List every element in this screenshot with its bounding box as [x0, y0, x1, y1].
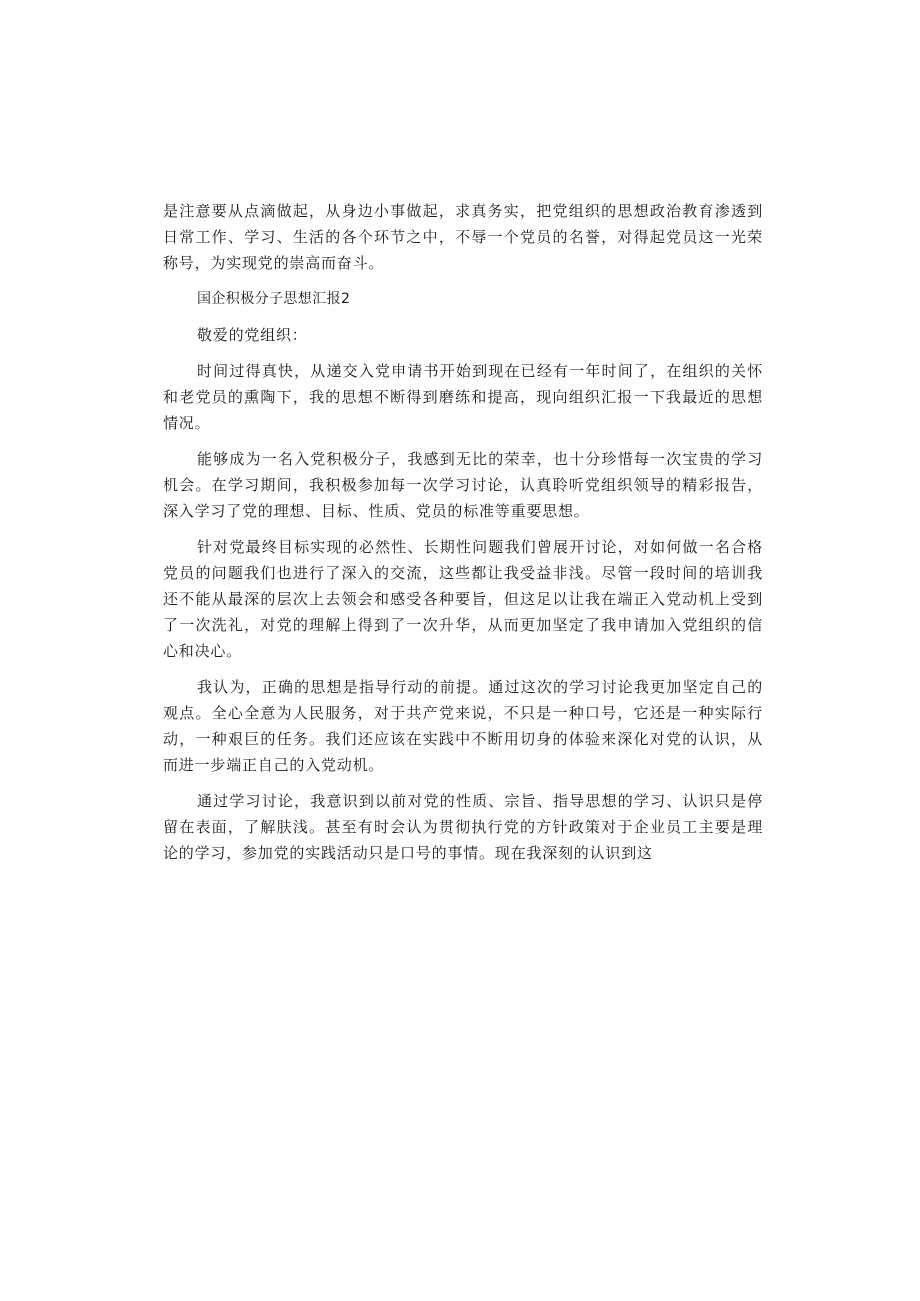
- paragraph: 通过学习讨论，我意识到以前对党的性质、宗旨、指导思想的学习、认识只是停留在表面，了解肤浅。甚至有时会认为贯彻执行党的方针政策对于企业员工主要是理论的学习，参加党的实践活动只是口号的事情。现在我深刻的认识到这: [163, 792, 763, 862]
- paragraph-continuation: 是注意要从点滴做起，从身边小事做起，求真务实，把党组织的思想政治教育渗透到日常工作、学习、生活的各个环节之中，不辱一个党员的名誉，对得起党员这一光荣称号，为实现党的崇高而奋斗。: [163, 202, 763, 272]
- salutation: 敬爱的党组织：: [197, 326, 308, 344]
- paragraph: 时间过得真快，从递交入党申请书开始到现在已经有一年时间了，在组织的关怀和老党员的熏陶下，我的思想不断得到磨练和提高，现向组织汇报一下我最近的思想情况。: [163, 362, 763, 432]
- document-body: [163, 198, 763, 876]
- paragraph: 能够成为一名入党积极分子，我感到无比的荣幸，也十分珍惜每一次宝贵的学习机会。在学习期间，我积极参加每一次学习讨论，认真聆听党组织领导的精彩报告，深入学习了党的理想、目标、性质、党员的标准等重要思想。: [163, 450, 763, 520]
- paragraph: 我认为，正确的思想是指导行动的前提。通过这次的学习讨论我更加坚定自己的观点。全心全意为人民服务，对于共产党来说，不只是一种口号，它还是一种实际行动，一种艰巨的任务。我们还应该在实践中不断用切身的体验来深化对党的认识，从而进一步端正自己的入党动机。: [163, 678, 763, 774]
- section-title: 国企积极分子思想汇报2: [197, 291, 351, 307]
- paragraph: 针对党最终目标实现的必然性、长期性问题我们曾展开讨论，对如何做一名合格党员的问题我们也进行了深入的交流，这些都让我受益非浅。尽管一段时间的培训我还不能从最深的层次上去领会和感受各种要旨，但这足以让我在端正入党动机上受到了一次洗礼，对党的理解上得到了一次升华，从而更加坚定了我申请加入党组织的信心和决心。: [163, 538, 763, 660]
